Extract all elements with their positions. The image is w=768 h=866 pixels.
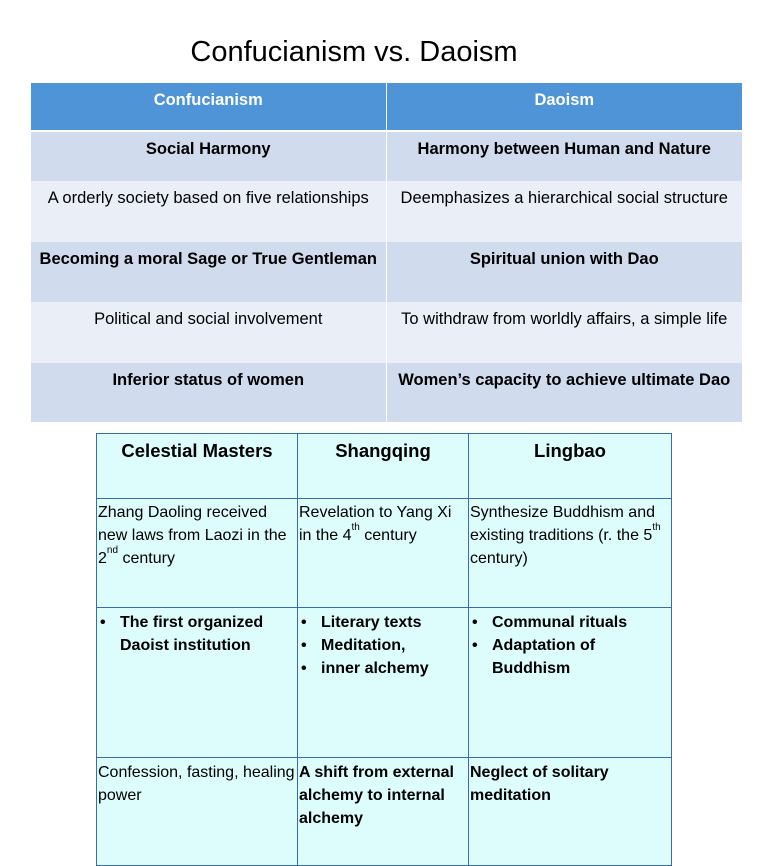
comparison-header-row xyxy=(31,83,742,131)
table-row xyxy=(31,302,742,363)
table-cell: Becoming a moral Sage or True Gentleman xyxy=(31,242,386,302)
practice-cell: Confession, fasting, healing power xyxy=(97,758,298,866)
origin-text: century xyxy=(359,527,417,544)
table-cell: Political and social involvement xyxy=(31,302,386,363)
list-item: • Communal rituals xyxy=(470,611,670,634)
table-cell: Harmony between Human and Nature xyxy=(386,131,742,181)
table-row xyxy=(97,499,672,608)
origin-cell xyxy=(97,499,298,608)
ordinal-suffix: th xyxy=(652,522,661,533)
list-item: • The first organized Daoist institution xyxy=(98,611,296,657)
table-cell: A orderly society based on five relationships xyxy=(31,181,386,242)
header-celestial-masters: Celestial Masters xyxy=(97,434,298,499)
daoist-schools-table xyxy=(96,433,672,866)
header-daoism: Daoism xyxy=(386,83,742,131)
bullet-list xyxy=(98,611,296,657)
table-cell: Social Harmony xyxy=(31,131,386,181)
list-item: • inner alchemy xyxy=(299,657,467,680)
features-cell xyxy=(97,608,298,758)
table-cell: Inferior status of women xyxy=(31,363,386,422)
origin-text: Zhang Daoling received new laws from Laozi in the 2 xyxy=(98,504,287,567)
table-cell: Deemphasizes a hierarchical social structure xyxy=(386,181,742,242)
page-title: Confucianism vs. Daoism xyxy=(190,36,518,68)
bullet-list xyxy=(470,611,670,680)
list-item: • Adaptation of Buddhism xyxy=(470,634,670,680)
table-cell: Spiritual union with Dao xyxy=(386,242,742,302)
bullet-list xyxy=(299,611,467,680)
list-item: • Literary texts xyxy=(299,611,467,634)
features-cell xyxy=(469,608,672,758)
schools-header-row xyxy=(97,434,672,499)
table-row xyxy=(31,181,742,242)
table-row xyxy=(97,608,672,758)
origin-text: century) xyxy=(470,550,528,567)
origin-text: Synthesize Buddhism and existing traditions (r. the 5 xyxy=(470,504,655,544)
header-lingbao: Lingbao xyxy=(469,434,672,499)
ordinal-suffix: nd xyxy=(106,545,119,556)
table-row xyxy=(97,758,672,866)
table-cell: To withdraw from worldly affairs, a simple life xyxy=(386,302,742,363)
header-shangqing: Shangqing xyxy=(298,434,469,499)
origin-text: century xyxy=(118,550,175,567)
table-row xyxy=(31,363,742,422)
table-row xyxy=(31,131,742,181)
features-cell xyxy=(298,608,469,758)
table-row xyxy=(31,242,742,302)
origin-text: Revelation to Yang Xi in the 4 xyxy=(299,504,452,544)
practice-cell: Neglect of solitary meditation xyxy=(469,758,672,866)
header-confucianism: Confucianism xyxy=(31,83,386,131)
table-cell: Women’s capacity to achieve ultimate Dao xyxy=(386,363,742,422)
ordinal-suffix: th xyxy=(351,522,360,533)
list-item: • Meditation, xyxy=(299,634,467,657)
origin-cell xyxy=(469,499,672,608)
origin-cell xyxy=(298,499,469,608)
practice-cell: A shift from external alchemy to internal alchemy xyxy=(298,758,469,866)
comparison-table xyxy=(31,83,742,422)
